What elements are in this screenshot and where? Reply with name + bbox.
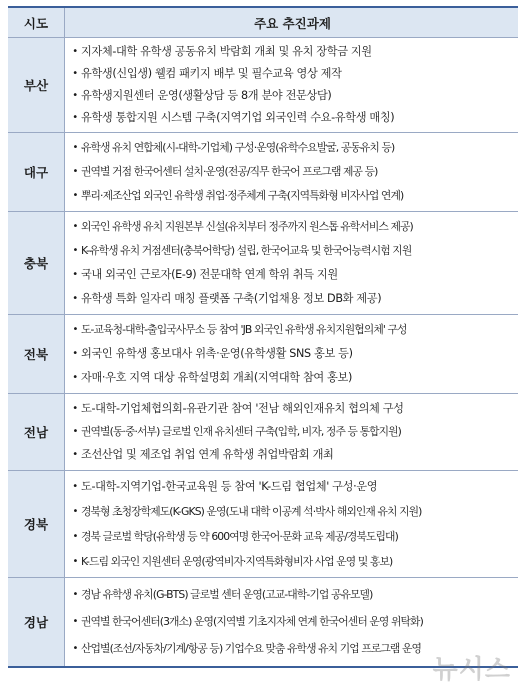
task-item xyxy=(69,555,516,569)
tasks-cell xyxy=(65,38,518,132)
task-text: 외국인 유학생 홍보대사 위촉·운영(유학생활 SNS 홍보 등) xyxy=(81,347,353,360)
task-text: 도-대학-기업체협의회-유관기관 참여 '전남 해외인재유치 협의체 구성 xyxy=(81,401,404,415)
task-text: 조선산업 및 제조업 취업 연계 유학생 취업박람회 개최 xyxy=(81,448,334,462)
task-text: K-드림 외국인 지원센터 운영(광역비자·지역특화형비자 사업 운영 및 홍보) xyxy=(81,554,393,568)
task-item xyxy=(69,220,516,234)
bullet-icon: • xyxy=(72,530,78,542)
task-item xyxy=(69,371,516,385)
task-text: 도-교육청-대학-출입국사무소 등 참여 'JB 외국인 유학생 유치지원협의체' 구성 xyxy=(81,323,407,336)
bullet-icon: • xyxy=(72,293,78,304)
table-row xyxy=(8,577,518,666)
task-item xyxy=(69,292,516,306)
task-item xyxy=(69,189,516,203)
table-body xyxy=(8,37,518,666)
tasks-cell xyxy=(65,315,518,393)
bullet-icon: • xyxy=(72,269,78,280)
task-text: 경북형 초청장학제도(K-GKS) 운영(도내 대학 이공계 석·박사 해외인재 유치 지원) xyxy=(81,504,422,518)
bullet-icon: • xyxy=(72,221,78,232)
bullet-icon: • xyxy=(72,190,78,201)
task-item xyxy=(69,588,516,602)
task-item xyxy=(69,323,516,337)
tasks-table xyxy=(8,6,518,668)
watermark: 뉴시스 xyxy=(432,655,511,685)
tasks-cell xyxy=(65,212,518,314)
task-item xyxy=(69,111,516,125)
tasks-cell xyxy=(65,133,518,211)
bullet-icon: • xyxy=(72,142,78,153)
bullet-icon: • xyxy=(72,615,78,627)
bullet-icon: • xyxy=(72,449,78,461)
task-text: 권역별 한국어센터(3개소) 운영(지역별 기초지자체 연계 한국어센터 운영 위탁화) xyxy=(81,614,423,628)
bullet-icon: • xyxy=(72,480,78,492)
bullet-icon: • xyxy=(72,166,78,177)
table-row xyxy=(8,314,518,393)
bullet-icon: • xyxy=(72,245,78,256)
bullet-icon: • xyxy=(72,68,78,79)
task-item xyxy=(69,448,516,462)
bullet-icon: • xyxy=(72,324,78,335)
task-text: 뿌리·제조산업 외국인 유학생 취업·정주체계 구축(지역특화형 비자사업 연계) xyxy=(81,189,404,202)
task-text: 경남 유학생 유치(G-BTS) 글로벌 센터 운영(고교-대학-기업 공유모델) xyxy=(81,587,373,601)
region-cell: 충북 xyxy=(8,212,65,314)
task-item xyxy=(69,67,516,81)
region-cell: 부산 xyxy=(8,38,65,132)
bullet-icon: • xyxy=(72,372,78,383)
task-text: 외국인 유학생 유치 지원본부 신설(유치부터 정주까지 원스톱 유학서비스 제공) xyxy=(81,220,413,233)
table-row xyxy=(8,132,518,211)
task-item xyxy=(69,347,516,361)
bullet-icon: • xyxy=(72,555,78,567)
region-cell: 경남 xyxy=(8,578,65,666)
task-item xyxy=(69,244,516,258)
table-row xyxy=(8,211,518,314)
task-item xyxy=(69,505,516,519)
task-text: 국내 외국인 근로자(E-9) 전문대학 연계 학위 취득 지원 xyxy=(81,268,338,281)
header-region: 시도 xyxy=(8,8,65,37)
task-item xyxy=(69,480,516,494)
region-cell: 경북 xyxy=(8,471,65,577)
task-text: 도-대학-지역기업-한국교육원 등 참여 'K-드림 협업체' 구성·운영 xyxy=(81,479,378,493)
task-text: 지자체-대학 유학생 공동유치 박람회 개최 및 유치 장학금 지원 xyxy=(81,45,372,58)
bullet-icon: • xyxy=(72,112,78,123)
bullet-icon: • xyxy=(72,588,78,600)
task-item xyxy=(69,165,516,179)
task-text: 자매·우호 지역 대상 유학설명회 개최(지역대학 참여 홍보) xyxy=(81,371,352,384)
task-item xyxy=(69,530,516,544)
task-text: 경북 글로벌 학당(유학생 등 약 600여명 한국어·문화 교육 제공/경북도립대) xyxy=(81,529,398,543)
task-text: 유학생(신입생) 웰컴 패키지 배부 및 필수교육 영상 제작 xyxy=(81,67,342,80)
task-text: 유학생 유치 연합체(시-대학-기업체) 구성·운영(유학수요발굴, 공동유치 등) xyxy=(81,141,395,154)
task-item xyxy=(69,268,516,282)
task-text: 유학생지원센터 운영(생활상담 등 8개 분야 전문상담) xyxy=(81,89,332,102)
header-tasks: 주요 추진과제 xyxy=(254,15,331,31)
region-cell: 대구 xyxy=(8,133,65,211)
task-item xyxy=(69,141,516,155)
task-text: 유학생 특화 일자리 매칭 플랫폼 구축(기업채용 정보 DB화 제공) xyxy=(81,292,382,305)
bullet-icon: • xyxy=(72,425,78,437)
bullet-icon: • xyxy=(72,46,78,57)
tasks-cell xyxy=(65,394,518,470)
table-row xyxy=(8,470,518,577)
task-item xyxy=(69,615,516,629)
bullet-icon: • xyxy=(72,348,78,359)
task-item xyxy=(69,45,516,59)
task-text: K-유학생 유치 거점센터(충북어학당) 설립, 한국어교육 및 한국어능력시험 지원 xyxy=(81,244,412,257)
table-header-row xyxy=(8,8,518,37)
bullet-icon: • xyxy=(72,505,78,517)
task-item xyxy=(69,425,516,439)
task-item xyxy=(69,89,516,103)
task-text: 권역별 거점 한국어센터 설치·운영(전공/직무 한국어 프로그램 제공 등) xyxy=(81,165,378,178)
task-text: 권역별(동·중·서부) 글로벌 인재 유치센터 구축(입학, 비자, 정주 등 통합지원) xyxy=(81,424,401,438)
tasks-cell xyxy=(65,578,518,666)
region-cell: 전북 xyxy=(8,315,65,393)
bullet-icon: • xyxy=(72,90,78,101)
bullet-icon: • xyxy=(72,643,78,655)
tasks-cell xyxy=(65,471,518,577)
task-text: 유학생 통합지원 시스템 구축(지역기업 외국인력 수요-유학생 매칭) xyxy=(81,111,395,124)
table-row xyxy=(8,37,518,132)
task-item xyxy=(69,642,516,656)
table-row xyxy=(8,393,518,470)
region-cell: 전남 xyxy=(8,394,65,470)
task-text: 산업별(조선/자동차/기계/항공 등) 기업수요 맞춤 유학생 유치 기업 프로그램 운영 xyxy=(81,642,422,656)
bullet-icon: • xyxy=(72,402,78,414)
task-item xyxy=(69,402,516,416)
